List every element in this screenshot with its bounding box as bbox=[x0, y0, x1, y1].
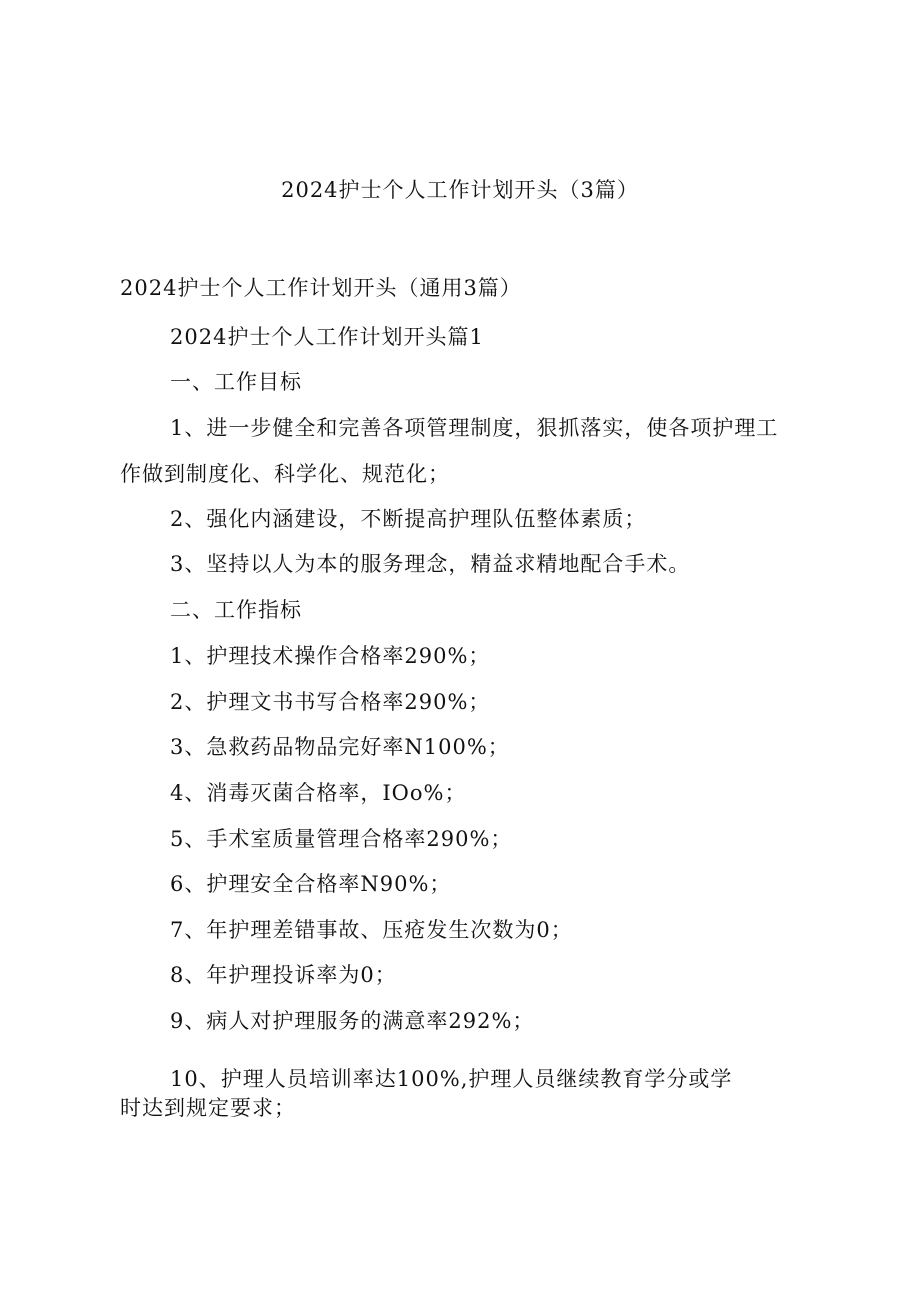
part2-heading: 二、工作指标 bbox=[170, 598, 302, 622]
indicator-6: 6、护理安全合格率N90%； bbox=[170, 872, 452, 896]
goal-2: 2、强化内涵建设，不断提高护理队伍整体素质； bbox=[170, 507, 647, 531]
indicator-4: 4、消毒灭菌合格率，IOo%； bbox=[170, 781, 467, 805]
document-title: 2024护士个人工作计划开头（3篇） bbox=[281, 178, 639, 202]
goal-3: 3、坚持以人为本的服务理念，精益求精地配合手术。 bbox=[170, 552, 691, 576]
part1-heading: 一、工作目标 bbox=[170, 370, 302, 394]
goal-1-line-2: 作做到制度化、科学化、规范化； bbox=[120, 462, 450, 486]
section-heading: 2024护士个人工作计划开头篇1 bbox=[170, 325, 484, 349]
indicator-7: 7、年护理差错事故、压疮发生次数为0； bbox=[170, 918, 573, 942]
indicator-9: 9、病人对护理服务的满意率292%； bbox=[170, 1009, 535, 1033]
document-subtitle: 2024护士个人工作计划开头（通用3篇） bbox=[120, 276, 522, 300]
indicator-1: 1、护理技术操作合格率290%； bbox=[170, 644, 491, 668]
indicator-3: 3、急救药品物品完好率N100%； bbox=[170, 735, 510, 759]
indicator-10-line-1: 10、护理人员培训率达100%,护理人员继续教育学分或学 bbox=[170, 1067, 733, 1091]
indicator-8: 8、年护理投诉率为0； bbox=[170, 963, 397, 987]
indicator-2: 2、护理文书书写合格率290%； bbox=[170, 690, 491, 714]
indicator-10-line-2: 时达到规定要求； bbox=[120, 1096, 296, 1120]
indicator-5: 5、手术室质量管理合格率290%； bbox=[170, 827, 513, 851]
goal-1-line-1: 1、进一步健全和完善各项管理制度，狠抓落实，使各项护理工 bbox=[170, 416, 779, 440]
